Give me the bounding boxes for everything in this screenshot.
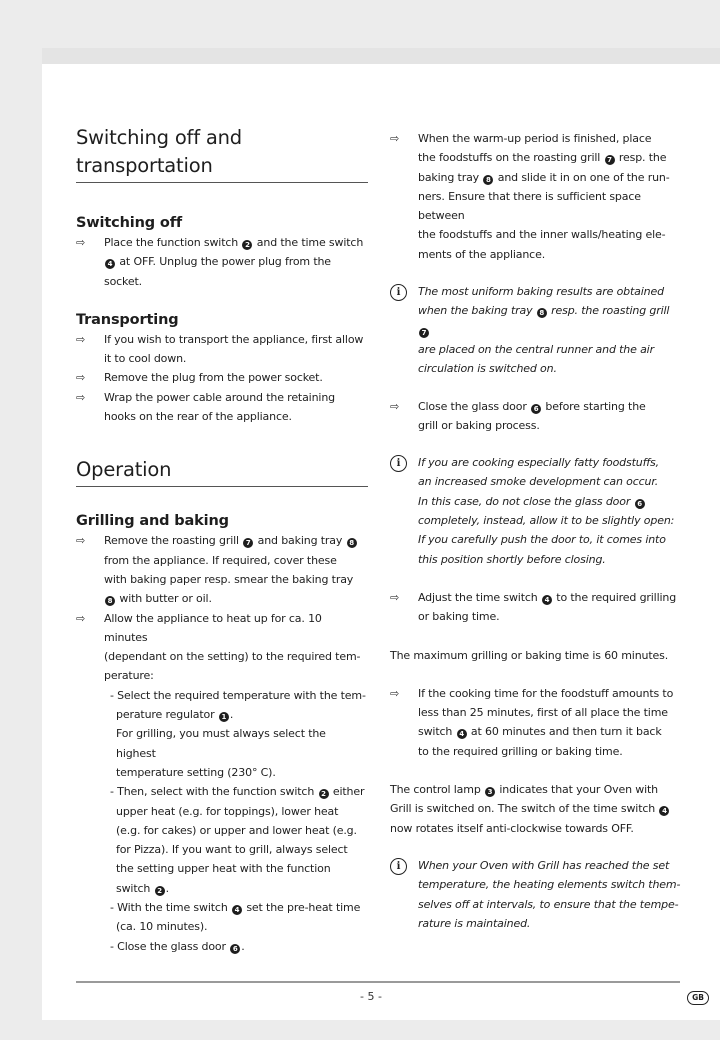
list-item: ⇨ Close the glass door 6 before starting the grill or baking process. bbox=[390, 397, 682, 436]
number-badge: 4 bbox=[457, 729, 467, 739]
number-badge: 2 bbox=[319, 789, 329, 799]
info-icon: i bbox=[390, 858, 407, 875]
list-item: ⇨ If the cooking time for the foodstuff amounts to less than 25 minutes, first of all place the time switch 4 at 60 minutes and then turn it back to the required grilling or baking time. bbox=[390, 684, 682, 761]
number-badge: 4 bbox=[542, 595, 552, 605]
country-badge: GB bbox=[687, 991, 709, 1005]
sub-step: - Close the glass door 6 . bbox=[110, 939, 245, 953]
arrow-icon: ⇨ bbox=[390, 399, 400, 413]
list-item: ⇨ Adjust the time switch 4 to the required grilling or baking time. bbox=[390, 588, 682, 627]
number-badge: 2 bbox=[155, 886, 165, 896]
control-lamp-text: The control lamp 3 indicates that your Oven with Grill is switched on. The switch of the time switch 4 now rotates itself anti-clockwise towards OFF. bbox=[390, 780, 682, 838]
arrow-icon: ⇨ bbox=[76, 236, 86, 249]
top-band bbox=[42, 48, 720, 64]
arrow-icon: ⇨ bbox=[76, 390, 86, 404]
sub-step: - Select the required temperature with the tem- bbox=[110, 688, 366, 702]
arrow-icon: ⇨ bbox=[390, 686, 400, 700]
list-item: ⇨ If you wish to transport the appliance, first allow it to cool down. bbox=[76, 330, 368, 369]
number-badge: 6 bbox=[635, 499, 645, 509]
number-badge: 7 bbox=[243, 538, 253, 548]
number-badge: 8 bbox=[483, 175, 493, 185]
info-note: i The most uniform baking results are obtained when the baking tray 8 resp. the roasting grill 7 are placed on the central runner and the air circulation is switched on. bbox=[390, 282, 682, 378]
sub-step-cont: perature regulator 1 . For grilling, you must always select the highest temperature setting (230° C). bbox=[116, 708, 326, 779]
info-note: i When your Oven with Grill has reached the set temperature, the heating elements switch them- selves off at intervals, to ensure that the tempe- rature is maintained. bbox=[390, 856, 682, 933]
arrow-icon: ⇨ bbox=[390, 132, 400, 145]
number-badge: 4 bbox=[105, 259, 115, 269]
info-icon: i bbox=[390, 455, 407, 472]
list-item: ⇨ Remove the plug from the power socket. bbox=[76, 368, 368, 387]
arrow-icon: ⇨ bbox=[76, 534, 86, 548]
number-badge: 8 bbox=[347, 538, 357, 548]
number-badge: 4 bbox=[232, 905, 242, 915]
arrow-icon: ⇨ bbox=[76, 371, 86, 385]
left-column bbox=[76, 124, 368, 956]
list-item: ⇨ Allow the appliance to heat up for ca. 10 minutes (dependant on the setting) to the required tem- perature: bbox=[76, 609, 368, 686]
arrow-icon: ⇨ bbox=[76, 611, 86, 625]
max-time-text: The maximum grilling or baking time is 60 minutes. bbox=[390, 648, 669, 662]
list-item: ⇨ Remove the roasting grill 7 and baking tray 8 from the appliance. If required, cover these with baking paper resp. smear the baking tray 8 with butter or oil. bbox=[76, 531, 368, 608]
arrow-icon: ⇨ bbox=[76, 332, 86, 346]
number-badge: 2 bbox=[242, 240, 252, 250]
number-badge: 7 bbox=[605, 155, 615, 165]
number-badge: 1 bbox=[219, 712, 229, 722]
section-title-operation: Operation bbox=[76, 456, 368, 487]
footer-divider bbox=[76, 981, 680, 983]
info-icon: i bbox=[390, 284, 407, 301]
arrow-icon: ⇨ bbox=[390, 590, 400, 604]
number-badge: 8 bbox=[537, 308, 547, 318]
heading-switching-off: Switching off bbox=[76, 215, 183, 231]
number-badge: 3 bbox=[485, 787, 495, 797]
number-badge: 4 bbox=[659, 806, 669, 816]
page-number: - 5 - bbox=[360, 990, 382, 1003]
heading-transporting: Transporting bbox=[76, 311, 179, 328]
right-column bbox=[390, 129, 682, 933]
number-badge: 6 bbox=[531, 404, 541, 414]
sub-step-cont: (ca. 10 minutes). bbox=[116, 920, 208, 934]
info-note: i If you are cooking especially fatty foodstuffs, an increased smoke development can occur. In this case, do not close the glass door 6 completely, instead, allow it to be slightly open: If you carefully push the door to, it comes into this position shortly before closing. bbox=[390, 453, 682, 569]
list-item: ⇨ Wrap the power cable around the retaining hooks on the rear of the appliance. bbox=[76, 388, 368, 427]
sub-step-cont: upper heat (e.g. for toppings), lower heat (e.g. for cakes) or upper and lower heat (e.g. for Pizza). If you want to grill, always select the setting upper heat with the function switch 2 . bbox=[116, 804, 357, 895]
number-badge: 8 bbox=[105, 596, 115, 606]
number-badge: 6 bbox=[230, 944, 240, 954]
heading-grilling-baking: Grilling and baking bbox=[76, 513, 229, 530]
list-item: ⇨ When the warm-up period is finished, place the foodstuffs on the roasting grill 7 resp. the baking tray 8 and slide it in on one of the run- ners. Ensure that there is sufficient space between the foodstuffs and the inner walls/heating ele- ments of the appliance. bbox=[390, 129, 682, 264]
sub-step: - Then, select with the function switch 2 either bbox=[110, 785, 365, 799]
list-item: ⇨ Place the function switch 2 and the time switch 4 at OFF. Unplug the power plug from the socket. bbox=[76, 233, 368, 291]
number-badge: 7 bbox=[419, 328, 429, 338]
section-title-switching-off: Switching off and transportation bbox=[76, 124, 368, 183]
sub-step: - With the time switch 4 set the pre-heat time bbox=[110, 901, 361, 915]
